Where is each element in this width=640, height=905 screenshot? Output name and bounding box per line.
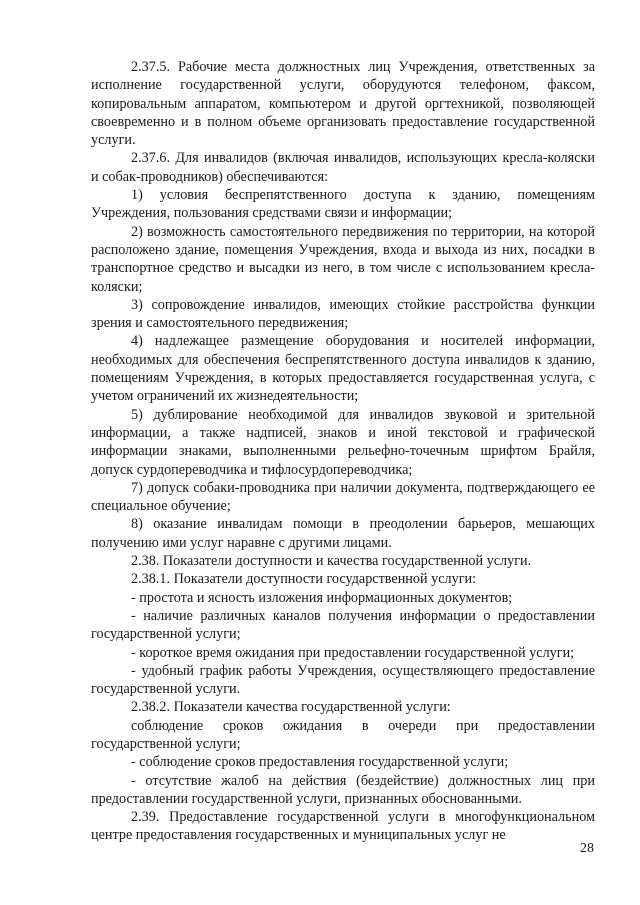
list-item-5: 5) дублирование необходимой для инвалидов звуковой и зрительной информации, а также надписей, знаков и иной текстовой и графической информации знаками, выполненными рельефно-точечным шрифтом Брайля, допуск сурдопереводчика и тифлосурдопереводчика;: [91, 406, 595, 478]
paragraph-2-37-5: 2.37.5. Рабочие места должностных лиц Учреждения, ответственных за исполнение государственной услуги, оборудуются телефоном, факсом, копировальным аппаратом, компьютером и другой оргтехникой, позволяющей своевременно и в полном объеме организовать предоставление государственной услуги.: [91, 59, 595, 149]
list-item-8: 8) оказание инвалидам помощи в преодолении барьеров, мешающих получению ими услуг наравне с другими лицами.: [91, 516, 595, 551]
paragraph-2-38-2: 2.38.2. Показатели качества государственной услуги:: [131, 699, 451, 716]
paragraph-2-38-1: 2.38.1. Показатели доступности государственной услуги:: [131, 571, 477, 588]
list-item-1: 1) условия беспрепятственного доступа к зданию, помещениям Учреждения, пользования средствами связи и информации;: [91, 187, 595, 222]
accessibility-item-1: - простота и ясность изложения информационных документов;: [131, 589, 513, 606]
quality-item-3: - отсутствие жалоб на действия (бездействие) должностных лиц при предоставлении государственной услуги, признанных обоснованными.: [91, 772, 595, 807]
paragraph-2-37-6: 2.37.6. Для инвалидов (включая инвалидов, использующих кресла-коляски и собак-проводников) обеспечиваются:: [91, 150, 595, 185]
paragraph-2-38: 2.38. Показатели доступности и качества государственной услуги.: [131, 553, 532, 570]
page-number: 28: [580, 841, 594, 856]
paragraph-2-39: 2.39. Предоставление государственной услуги в многофункциональном центре предоставления государственных и муниципальных услуг не: [91, 809, 595, 844]
list-item-3: 3) сопровождение инвалидов, имеющих стойкие расстройства функции зрения и самостоятельного передвижения;: [91, 296, 595, 332]
accessibility-item-4: - удобный график работы Учреждения, осуществляющего предоставление государственной услуги.: [91, 662, 595, 698]
accessibility-item-3: - короткое время ожидания при предоставлении государственной услуги;: [131, 644, 575, 661]
accessibility-item-2: - наличие различных каналов получения информации о предоставлении государственной услуги;: [91, 607, 595, 643]
list-item-4: 4) надлежащее размещение оборудования и носителей информации, необходимых для обеспечения беспрепятственного доступа инвалидов к зданию, помещениям Учреждения, в которых предоставляется государственная услуга, с учетом ограничений их жизнедеятельности;: [91, 333, 595, 405]
list-item-7: 7) допуск собаки-проводника при наличии документа, подтверждающего ее специальное обучение;: [91, 479, 595, 515]
quality-item-2: - соблюдение сроков предоставления государственной услуги;: [131, 754, 509, 771]
list-item-2: 2) возможность самостоятельного передвижения по территории, на которой расположено здание, помещения Учреждения, входа и выхода из них, посадки в транспортное средство и высадки из него, в том числе с использованием кресла-коляски;: [91, 223, 595, 295]
quality-item-1: соблюдение сроков ожидания в очереди при предоставлении государственной услуги;: [91, 717, 595, 752]
body-text: [91, 58, 595, 845]
